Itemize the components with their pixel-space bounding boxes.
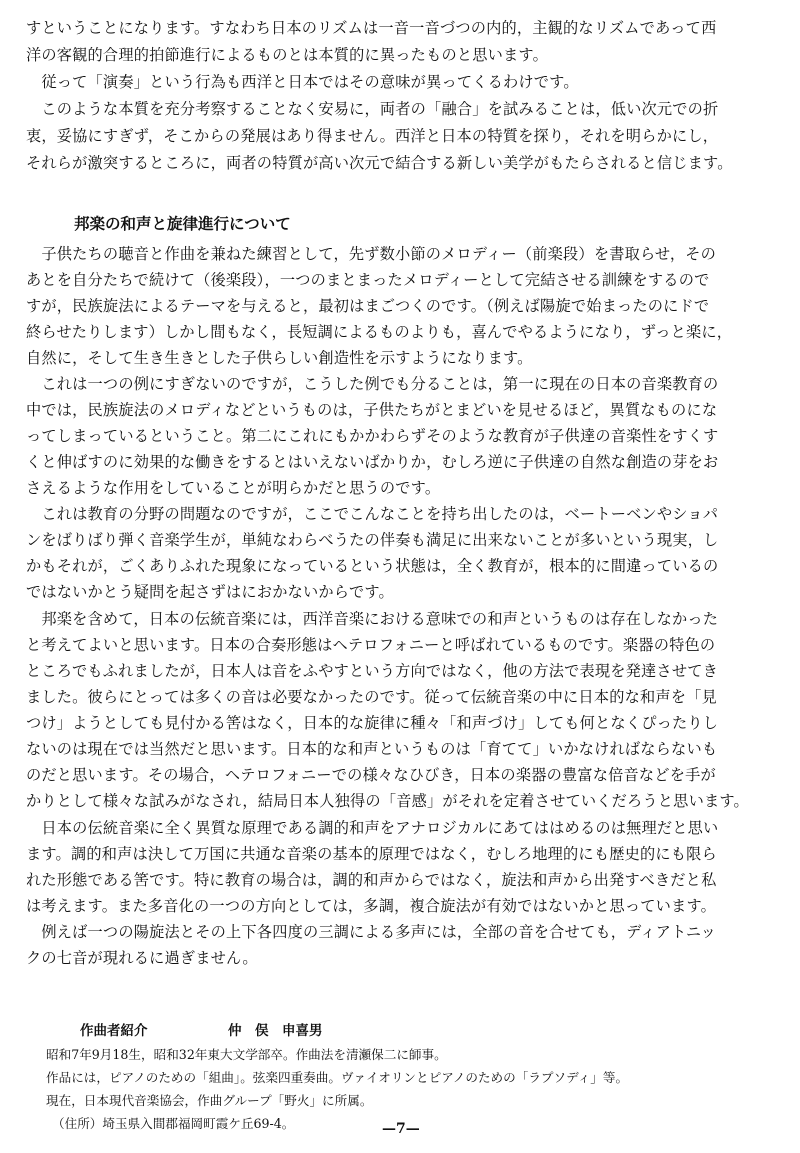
text-line: 邦楽を含めて，日本の伝統音楽には，西洋音楽における意味での和声というものは存在しなかった (26, 610, 719, 628)
bio-line: （住所）埼玉県入間郡福岡町霞ケ丘69-4。 (52, 1116, 295, 1131)
text-line: 終らせたりします）しかし間もなく，長短調によるものよりも，喜んでやるようになり，ずっと楽に， (26, 323, 733, 341)
page-number: —7— (382, 1121, 420, 1137)
text-line: かりとして様々な試みがなされ，結局日本人独得の「音感」がそれを定着させていくだろうと思います。 (26, 792, 749, 810)
bio-label: 作曲者紹介 (80, 1023, 148, 1039)
text-line: ンをばりばり弾く音楽学生が，単純なわらべうたの伴奏も満足に出来ないことが多いという現実，し (26, 531, 719, 549)
text-line: それらが激突するところに，両者の特質が高い次元で結合する新しい美学がもたらされると信じます。 (26, 154, 733, 172)
text-line: は考えます。また多音化の一つの方向としては，多調，複合旋法が有効ではないかと思っています。 (26, 897, 717, 915)
text-line: クの七音が現れるに過ぎません。 (26, 949, 258, 967)
text-line: すが，民族旋法によるテーマを与えると，最初はまごつくのです。（例えば陽旋で始まったのにドで (26, 297, 710, 315)
text-line: れた形態である筈です。特に教育の場合は，調的和声からではなく，旋法和声から出発すべきだと私 (26, 871, 717, 889)
text-line: 子供たちの聴音と作曲を兼ねた練習として，先ず数小節のメロディー（前楽段）を書取らせ，その (26, 245, 717, 263)
section-heading: 邦楽の和声と旋律進行について (74, 214, 291, 233)
text-line: すということになります。すなわち日本のリズムは一音一音づつの内的，主観的なリズムであって西 (26, 19, 717, 37)
text-line: 洋の客観的合理的拍節進行によるものとは本質的に異ったものと思います。 (26, 46, 548, 64)
text-line: くと伸ばすのに効果的な働きをするとはいえないばかりか，むしろ逆に子供達の自然な創造の芽をお (26, 453, 719, 471)
text-line: ないのは現在では当然だと思います。日本的な和声というものは「育てて」いかなければならないも (26, 740, 718, 758)
text-line: と考えてよいと思います。日本の合奏形態はヘテロフォニーと呼ばれているものです。楽器の特色の (26, 636, 716, 654)
text-line: あとを自分たちで続けて（後楽段），一つのまとまったメロディーとして完結させる訓練をするので (26, 271, 710, 289)
text-line: ではないかとう疑問を起さずはにおかないからです。 (26, 583, 394, 601)
text-line: かもそれが，ごくありふれた現象になっているという状態は，全く教育が，根本的に間違っているの (26, 557, 719, 575)
bio-line: 作品には，ピアノのための「組曲」。弦楽四重奏曲。ヴァイオリンとピアノのための「ラプソディ」等。 (46, 1070, 629, 1085)
text-line: 中では，民族旋法のメロディなどというものは，子供たちがとまどいを見せるほど，異質なものにな (26, 401, 718, 419)
text-line: ってしまっているということ。第二にこれにもかかわらずそのような教育が子供達の音楽性をすくす (26, 427, 719, 445)
text-line: つけ」ようとしても見付かる筈はなく，日本的な旋律に種々「和声づけ」しても何となくぴったりし (26, 714, 719, 732)
bio-line: 現在，日本現代音楽協会，作曲グループ「野火」に所属。 (46, 1093, 373, 1108)
text-line: ました。彼らにとっては多くの音は必要なかったのです。従って伝統音楽の中に日本的な和声を「見 (26, 688, 717, 706)
text-line: さえるような作用をしていることが明らかだと思うのです。 (26, 479, 441, 497)
text-line: 衷，妥協にすぎず，そこからの発展はあり得ません。西洋と日本の特質を探り，それを明らかにし， (26, 127, 719, 145)
text-line: このような本質を充分考察することなく安易に，両者の「融合」を試みることは，低い次元での折 (26, 100, 719, 118)
bio-line: 昭和7年9月18生，昭和32年東大文学部卒。作曲法を清瀬保二に師事。 (46, 1047, 447, 1062)
text-line: ところでもふれましたが，日本人は音をふやすという方向ではなく，他の方法で表現を発達させてき (26, 662, 718, 680)
text-line: これは一つの例にすぎないのですが，こうした例でも分ることは，第一に現在の日本の音楽教育の (26, 375, 719, 393)
text-line: ます。調的和声は決して万国に共通な音楽の基本的原理ではなく，むしろ地理的にも歴史的にも限ら (26, 845, 717, 863)
text-line: 従って「演奏」という行為も西洋と日本ではその意味が異ってくるわけです。 (26, 73, 579, 91)
text-line: 日本の伝統音楽に全く異質な原理である調的和声をアナロジカルにあてははめるのは無理だと思い (26, 819, 719, 837)
text-line: 自然に，そして生き生きとした子供らしい創造性を示すようになります。 (26, 349, 533, 367)
text-line: 例えば一つの陽旋法とその上下各四度の三調による多声には，全部の音を合せても，ディアトニッ (26, 923, 717, 941)
composer-name: 仲 俣 申喜男 (228, 1023, 323, 1039)
text-line: のだと思います。その場合，ヘテロフォニーでの様々なひびき，日本の楽器の豊富な倍音などを手が (26, 766, 716, 784)
text-line: これは教育の分野の問題なのですが，ここでこんなことを持ち出したのは，ベートーベンやショパ (26, 505, 719, 523)
